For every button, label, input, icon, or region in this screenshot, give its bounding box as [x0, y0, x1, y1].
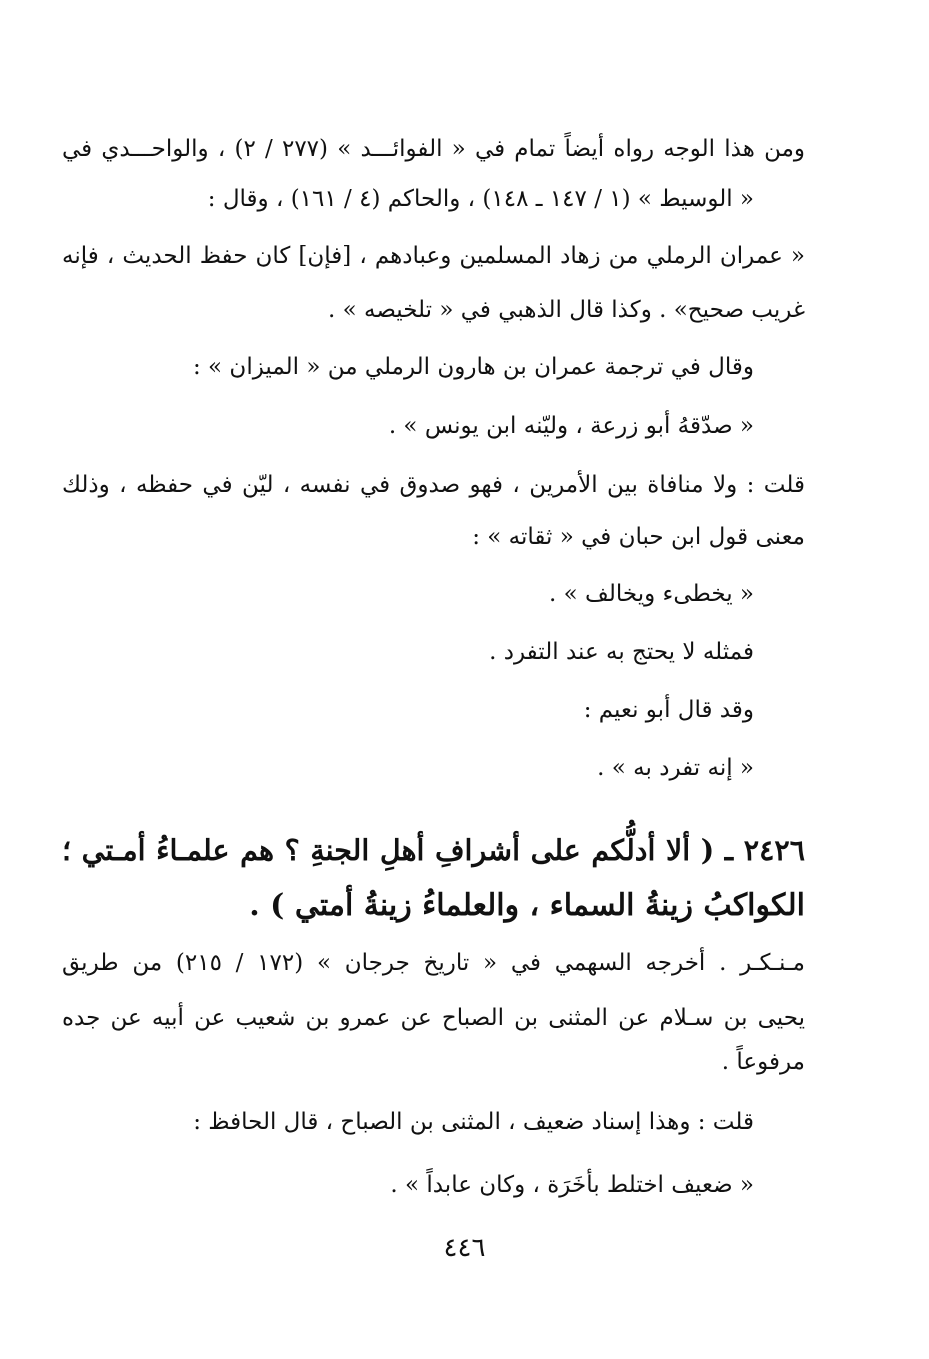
hadith-heading-line-2: الكواكبُ زينةُ السماء ، والعلماءُ زينةُ أمتي ) .: [249, 888, 805, 923]
text-line-11: وقد قال أبو نعيم :: [583, 697, 754, 723]
text-line-6: « صدّقهُ أبو زرعة ، وليّنه ابن يونس » .: [388, 413, 754, 439]
text-line-17: مرفوعاً .: [721, 1049, 805, 1075]
page-number: ٤٤٦: [443, 1233, 486, 1263]
text-line-9: « يخطىء ويخالف » .: [549, 581, 754, 607]
text-line-7: قلت : ولا منافاة بين الأمرين ، فهو صدوق في نفسه ، ليّن في حفظه ، وذلك: [62, 472, 805, 498]
text-line-1: ومن هذا الوجه رواه أيضاً تمام في « الفوائـــد » (٢٧٧ / ٢) ، والواحـــدي في: [62, 136, 806, 162]
text-line-5: وقال في ترجمة عمران بن هارون الرملي من « الميزان » :: [192, 354, 754, 380]
text-line-12: « إنه تفرد به » .: [597, 755, 754, 781]
text-line-4: غريب صحيح» . وكذا قال الذهبي في « تلخيصه » .: [327, 297, 805, 323]
text-line-10: فمثله لا يحتج به عند التفرد .: [489, 639, 754, 665]
text-line-16: يحيى بن سـلام عن المثنى بن الصباح عن عمرو بن شعيب عن أبيه عن جده: [62, 1005, 805, 1031]
text-line-18: قلت : وهذا إسناد ضعيف ، المثنى بن الصباح ، قال الحافظ :: [193, 1109, 754, 1135]
text-line-15: مـنـكـر . أخرجه السهمي في « تاريخ جرجان » (١٧٢ / ٢١٥) من طريق: [62, 950, 805, 976]
text-line-3: « عمران الرملي من زهاد المسلمين وعبادهم ، [فإن] كان حفظ الحديث ، فإنه: [62, 243, 805, 269]
text-line-19: « ضعيف اختلط بأخَرَة ، وكان عابداً » .: [390, 1172, 754, 1198]
hadith-heading-line-1: ٢٤٢٦ ـ ( ألا أدلُّكم على أشرافِ أهلِ الجنةِ ؟ هم علمـاءُ أمـتي ؛: [62, 833, 805, 867]
text-line-8: معنى قول ابن حبان في « ثقاته » :: [472, 524, 805, 550]
text-line-2: « الوسيط » (١ / ١٤٧ ـ ١٤٨) ، والحاكم (٤ / ١٦١) ، وقال :: [207, 186, 754, 212]
